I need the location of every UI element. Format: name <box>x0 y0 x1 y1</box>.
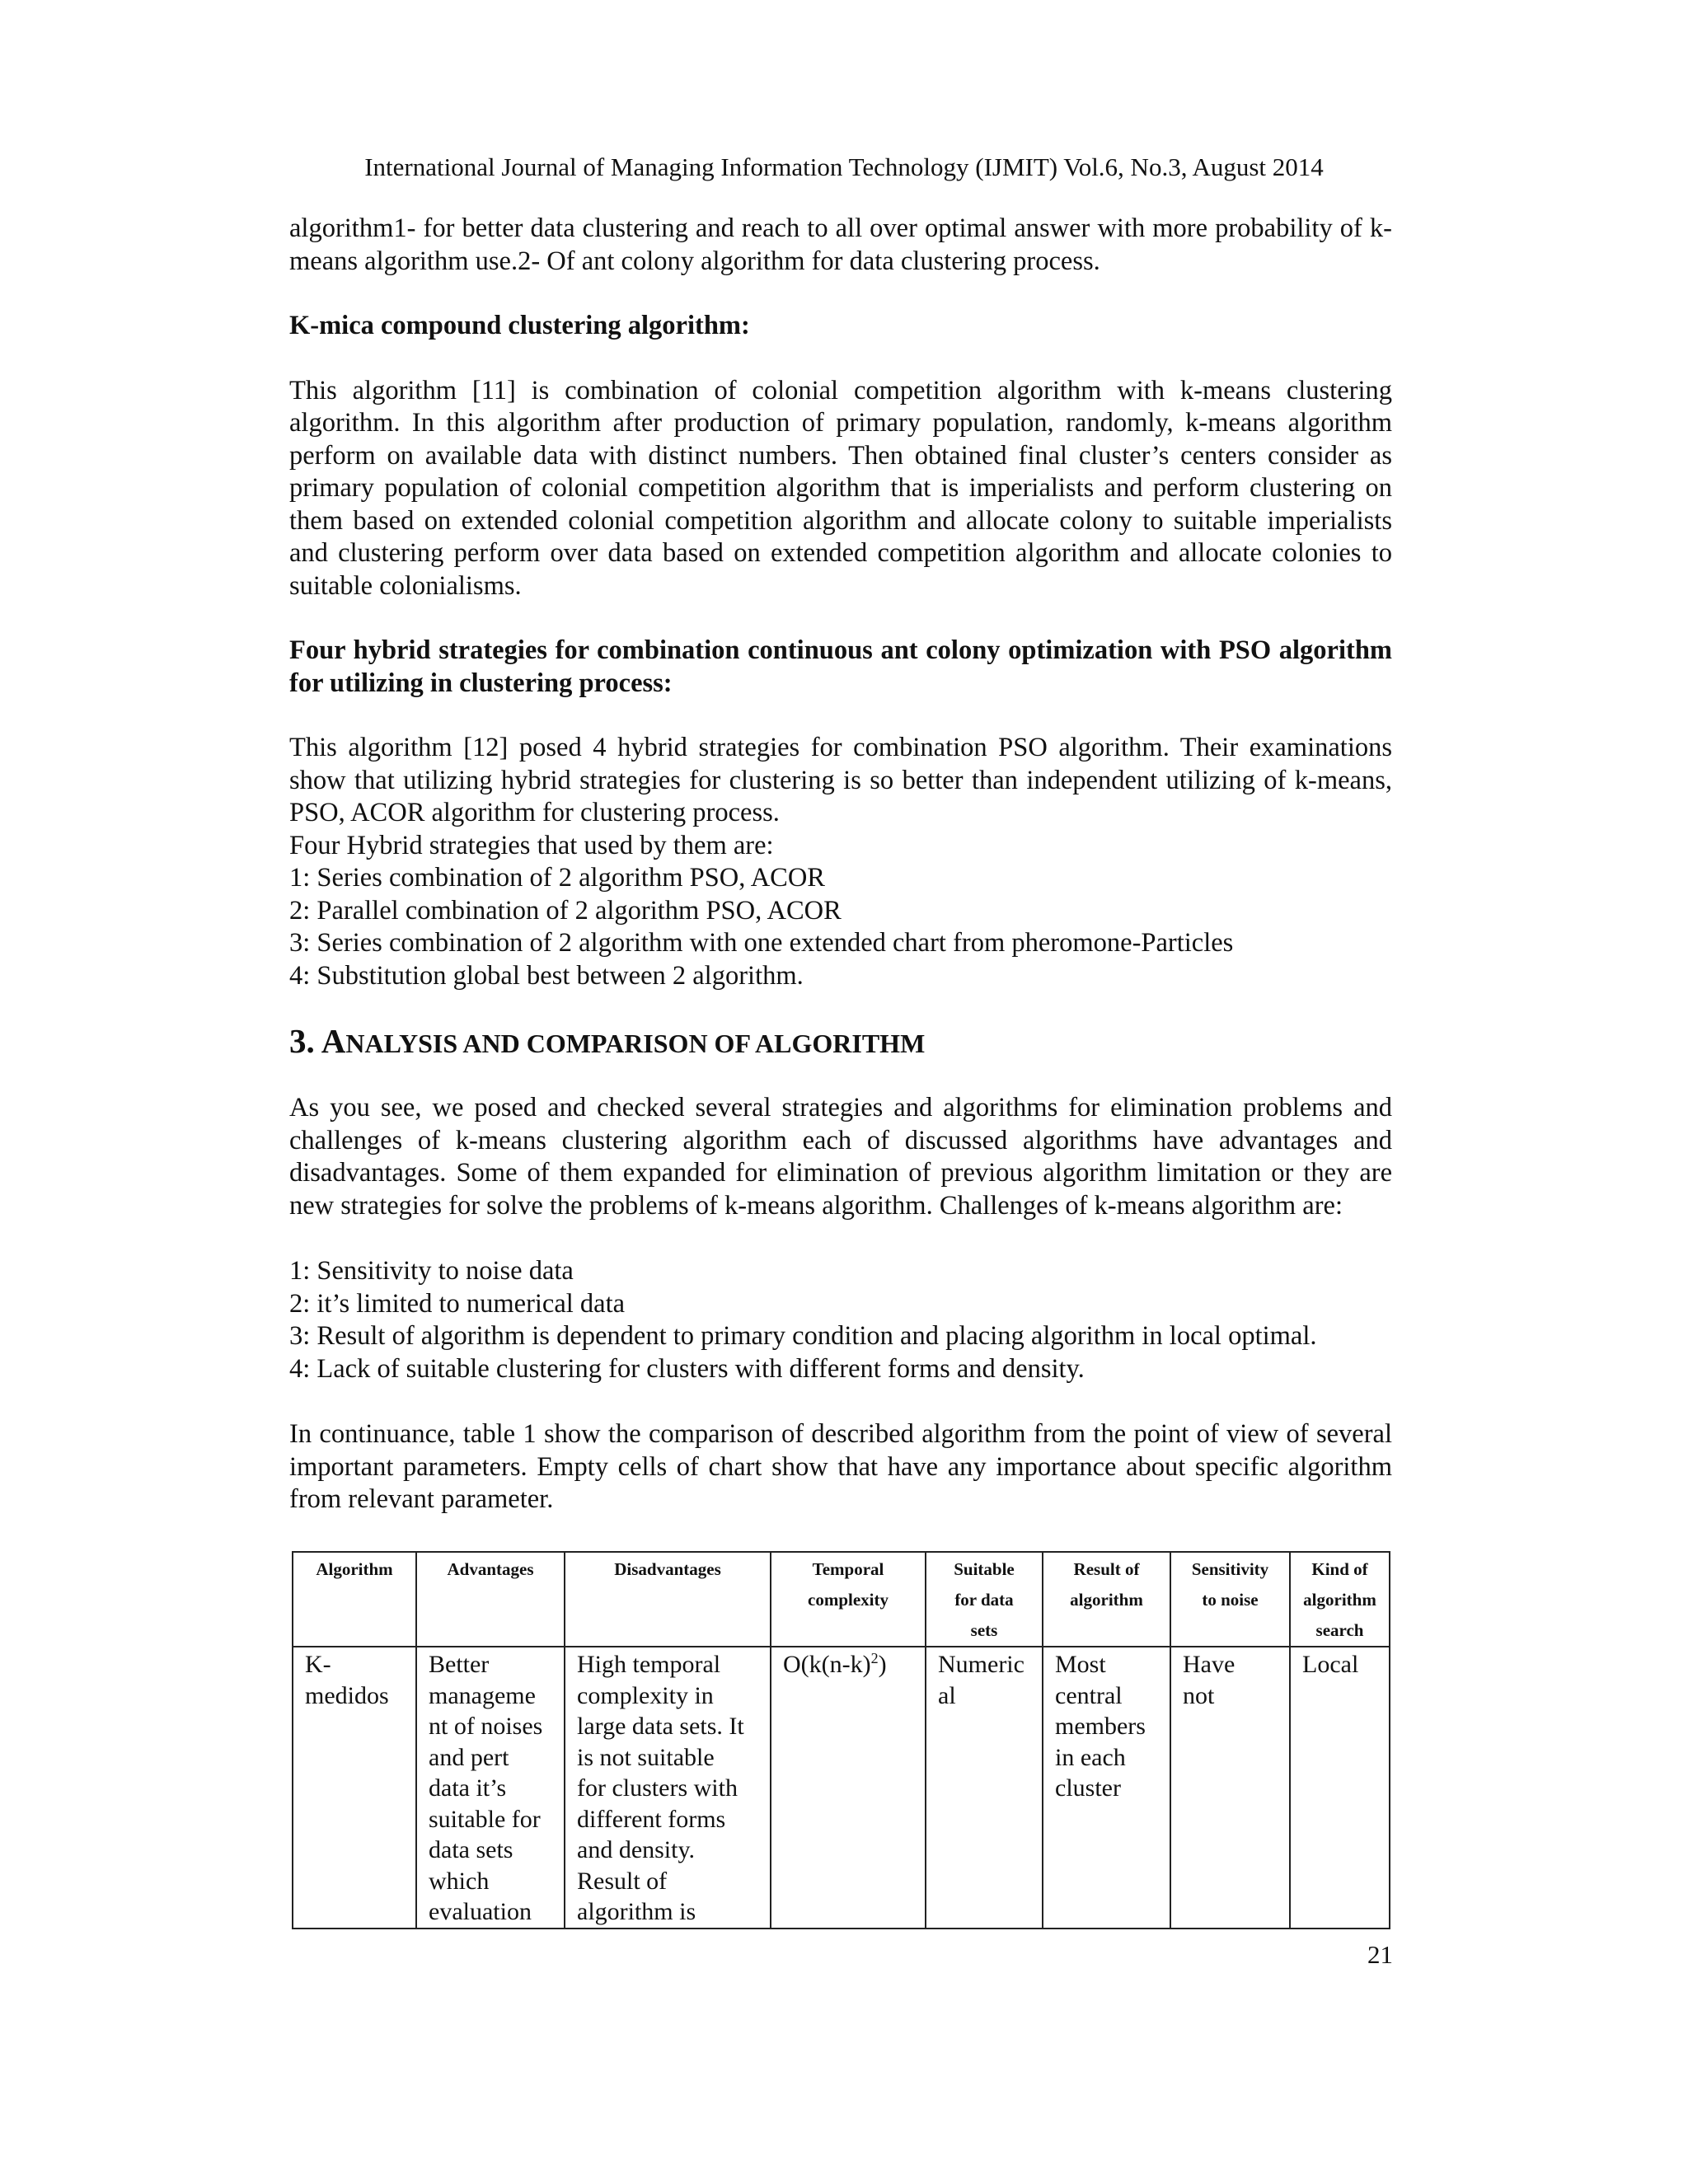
page-number: 21 <box>1367 1940 1393 1969</box>
header-line: sets <box>970 1620 998 1640</box>
cell-line: large data sets. It <box>577 1713 744 1740</box>
hybrid-list-item: 3: Series combination of 2 algorithm with one extended chart from pheromone-Particles <box>289 928 1234 958</box>
cell-line: central <box>1055 1681 1123 1709</box>
challenge-item: 4: Lack of suitable clustering for clusters with different forms and density. <box>289 1353 1085 1384</box>
table-row <box>293 1647 1390 1929</box>
cell-line: Better <box>429 1651 490 1678</box>
cell-suitable-for-data-sets <box>926 1647 1043 1929</box>
cell-disadvantages <box>565 1647 771 1929</box>
complexity-base: O(k(n-k) <box>783 1651 871 1678</box>
comparison-table <box>292 1551 1390 1929</box>
hybrid-paragraph: This algorithm [12] posed 4 hybrid strategies for combination PSO algorithm. Their examinations show that utilizing hybrid strategies for clustering is so better than independent utilizing of k-means, PSO, ACOR algorithm for clustering process. <box>289 733 1392 827</box>
cell-line: medidos <box>305 1681 389 1709</box>
header-line: complexity <box>808 1590 889 1610</box>
cell-line: nt of noises <box>429 1713 543 1740</box>
header-line: to noise <box>1202 1590 1259 1610</box>
section-number: 3. <box>289 1022 315 1060</box>
analysis-paragraph: As you see, we posed and checked several strategies and algorithms for elimination problems and challenges of k-means clustering algorithm each of discussed algorithms have advantages and disadvantages. Some of them expanded for elimination of previous algorithm limitation or they are new strategies for solve the problems of k-means algorithm. Challenges of k-means algorithm are: <box>289 1093 1392 1221</box>
section-title-initial: A <box>321 1022 346 1060</box>
header-disadvantages-label: Disadvantages <box>614 1559 721 1579</box>
kmica-paragraph: This algorithm [11] is combination of colonial competition algorithm with k-means clustering algorithm. In this algorithm after production of primary population, randomly, k-means algorithm perform on available data with distinct numbers. Then obtained final cluster’s centers consider as primary population of colonial competition algorithm that is imperialists and perform clustering on them based on extended colonial competition algorithm and allocate colony to suitable imperialists and clustering perform over data based on extended competition algorithm and allocate colonies to suitable colonialisms. <box>289 375 1392 601</box>
cell-line: and density. <box>577 1836 696 1863</box>
challenge-item: 3: Result of algorithm is dependent to primary condition and placing algorithm in local optimal. <box>289 1321 1317 1351</box>
cell-algorithm <box>293 1647 416 1929</box>
header-line: Suitable <box>954 1559 1015 1579</box>
hybrid-list-item: 1: Series combination of 2 algorithm PSO, ACOR <box>289 863 825 893</box>
continuance-paragraph: In continuance, table 1 show the comparison of described algorithm from the point of view of several important parameters. Empty cells of chart show that have any importance about specific algorithm from relevant parameter. <box>289 1419 1392 1514</box>
header-kind-of-search <box>1290 1552 1390 1647</box>
hybrid-list-intro: Four Hybrid strategies that used by them are: <box>289 830 774 860</box>
intro-paragraph: algorithm1- for better data clustering and reach to all over optimal answer with more probability of k-means algorithm use.2- Of ant colony algorithm for data clustering process. <box>289 213 1392 276</box>
complexity-close: ) <box>878 1651 887 1678</box>
cell-line: Numeric <box>938 1651 1025 1678</box>
cell-kind-of-search <box>1290 1647 1390 1929</box>
cell-line: in each <box>1055 1743 1126 1771</box>
cell-line: complexity in <box>577 1681 714 1709</box>
cell-result-of-algorithm <box>1043 1647 1170 1929</box>
section-title-rest: NALYSIS AND COMPARISON OF <box>345 1029 756 1058</box>
hybrid-heading: Four hybrid strategies for combination continuous ant colony optimization with PSO algorithm for utilizing in clustering process: <box>289 635 1392 698</box>
header-suitable-for-data-sets <box>926 1552 1043 1647</box>
cell-sensitivity-to-noise <box>1170 1647 1290 1929</box>
header-line: Result of <box>1073 1559 1140 1579</box>
header-result-of-algorithm <box>1043 1552 1170 1647</box>
section-title <box>289 1020 1392 1064</box>
cell-line: Most <box>1055 1651 1106 1678</box>
cell-line: K- <box>305 1651 331 1678</box>
header-advantages <box>416 1552 565 1647</box>
header-line: Temporal <box>812 1559 884 1579</box>
header-line: Kind of <box>1311 1559 1368 1579</box>
header-sensitivity-to-noise <box>1170 1552 1290 1647</box>
section-title-rest-2: ALGORITHM <box>755 1029 926 1058</box>
complexity-exponent: 2 <box>870 1650 879 1666</box>
header-line: for data <box>954 1590 1014 1610</box>
cell-line: which <box>429 1867 490 1895</box>
hybrid-list-item: 4: Substitution global best between 2 algorithm. <box>289 960 804 991</box>
cell-line: High temporal <box>577 1651 721 1678</box>
header-line: algorithm <box>1303 1590 1376 1610</box>
challenge-item: 1: Sensitivity to noise data <box>289 1256 574 1286</box>
cell-line: data sets <box>429 1836 513 1863</box>
table-header-row <box>293 1552 1390 1647</box>
header-line: algorithm <box>1070 1590 1143 1610</box>
cell-line: not <box>1183 1681 1215 1709</box>
header-line: Sensitivity <box>1191 1559 1269 1579</box>
cell-line: members <box>1055 1713 1146 1740</box>
header-algorithm-label: Algorithm <box>316 1559 393 1579</box>
cell-line: al <box>938 1681 956 1709</box>
cell-line: and pert <box>429 1743 509 1771</box>
cell-line: Have <box>1183 1651 1236 1678</box>
cell-line: different forms <box>577 1805 726 1833</box>
header-advantages-label: Advantages <box>447 1559 534 1579</box>
cell-line: evaluation <box>429 1898 532 1925</box>
cell-line: data it’s <box>429 1774 507 1802</box>
cell-line: is not suitable <box>577 1743 715 1771</box>
kmica-heading: K-mica compound clustering algorithm: <box>289 311 750 340</box>
cell-line: algorithm is <box>577 1898 696 1925</box>
challenge-item: 2: it’s limited to numerical data <box>289 1288 626 1319</box>
header-temporal-complexity <box>771 1552 926 1647</box>
hybrid-list-item: 2: Parallel combination of 2 algorithm PSO, ACOR <box>289 895 842 926</box>
body-text <box>289 213 1392 1516</box>
cell-temporal-complexity <box>771 1647 926 1929</box>
header-disadvantages <box>565 1552 771 1647</box>
header-algorithm <box>293 1552 416 1647</box>
cell-line: for clusters with <box>577 1774 738 1802</box>
cell-advantages <box>416 1647 565 1929</box>
cell-line: Result of <box>577 1867 668 1895</box>
cell-line: manageme <box>429 1681 536 1709</box>
header-line: search <box>1315 1620 1364 1640</box>
cell-line: Local <box>1302 1651 1359 1678</box>
running-header: International Journal of Managing Information Technology (IJMIT) Vol.6, No.3, August 2014 <box>364 152 1324 181</box>
cell-line: cluster <box>1055 1774 1121 1802</box>
cell-line: suitable for <box>429 1805 541 1833</box>
